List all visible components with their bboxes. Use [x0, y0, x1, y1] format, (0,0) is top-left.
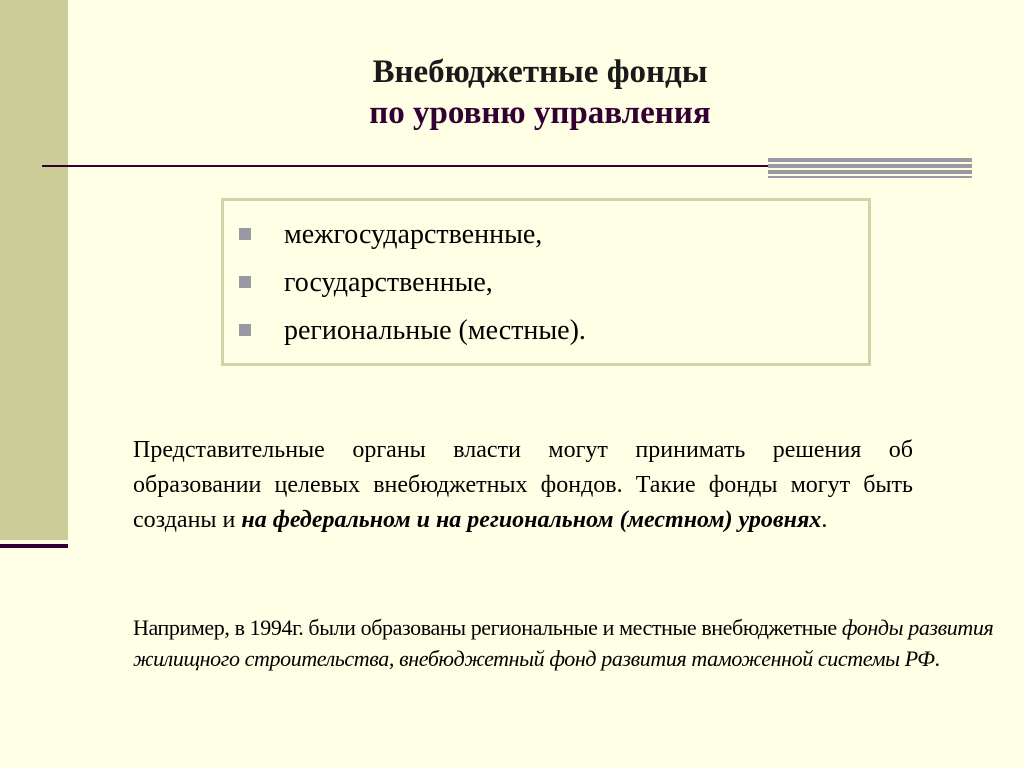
list-item-text: региональные (местные). — [284, 315, 586, 346]
square-bullet-icon — [239, 228, 251, 240]
list-item-text: государственные, — [284, 267, 493, 298]
paragraph-emphasis: на федеральном и на региональном (местном) уровнях — [241, 507, 822, 533]
list-item — [224, 211, 868, 259]
paragraph-text: Представительные органы власти могут принимать решения об образовании целевых внебюджетных фондов. Такие фонды могут быть созданы и — [133, 437, 913, 533]
title-divider — [42, 165, 768, 167]
left-accent-line — [0, 544, 68, 548]
title-line-2: по уровню управления — [369, 95, 711, 132]
list-item — [224, 259, 868, 307]
levels-list — [224, 201, 868, 355]
list-item-text: межгосударственные, — [284, 219, 543, 250]
list-item — [224, 307, 868, 355]
left-decor-bar — [0, 0, 68, 540]
example-end: . — [934, 646, 940, 671]
slide-title — [240, 52, 840, 135]
example-italic: фонды развития жилищного строительства, внебюджетный фонд развития таможенной системы РФ — [133, 615, 994, 671]
divider-stripes — [768, 158, 972, 178]
square-bullet-icon — [239, 324, 251, 336]
example-paragraph — [133, 612, 1003, 674]
body-paragraph — [133, 433, 913, 538]
paragraph-end: . — [821, 507, 828, 533]
square-bullet-icon — [239, 276, 251, 288]
title-line-1: Внебюджетные фонды — [372, 54, 708, 90]
levels-list-box — [221, 198, 871, 366]
example-text: Например, в 1994г. были образованы региональные и местные внебюджетные — [133, 615, 842, 640]
